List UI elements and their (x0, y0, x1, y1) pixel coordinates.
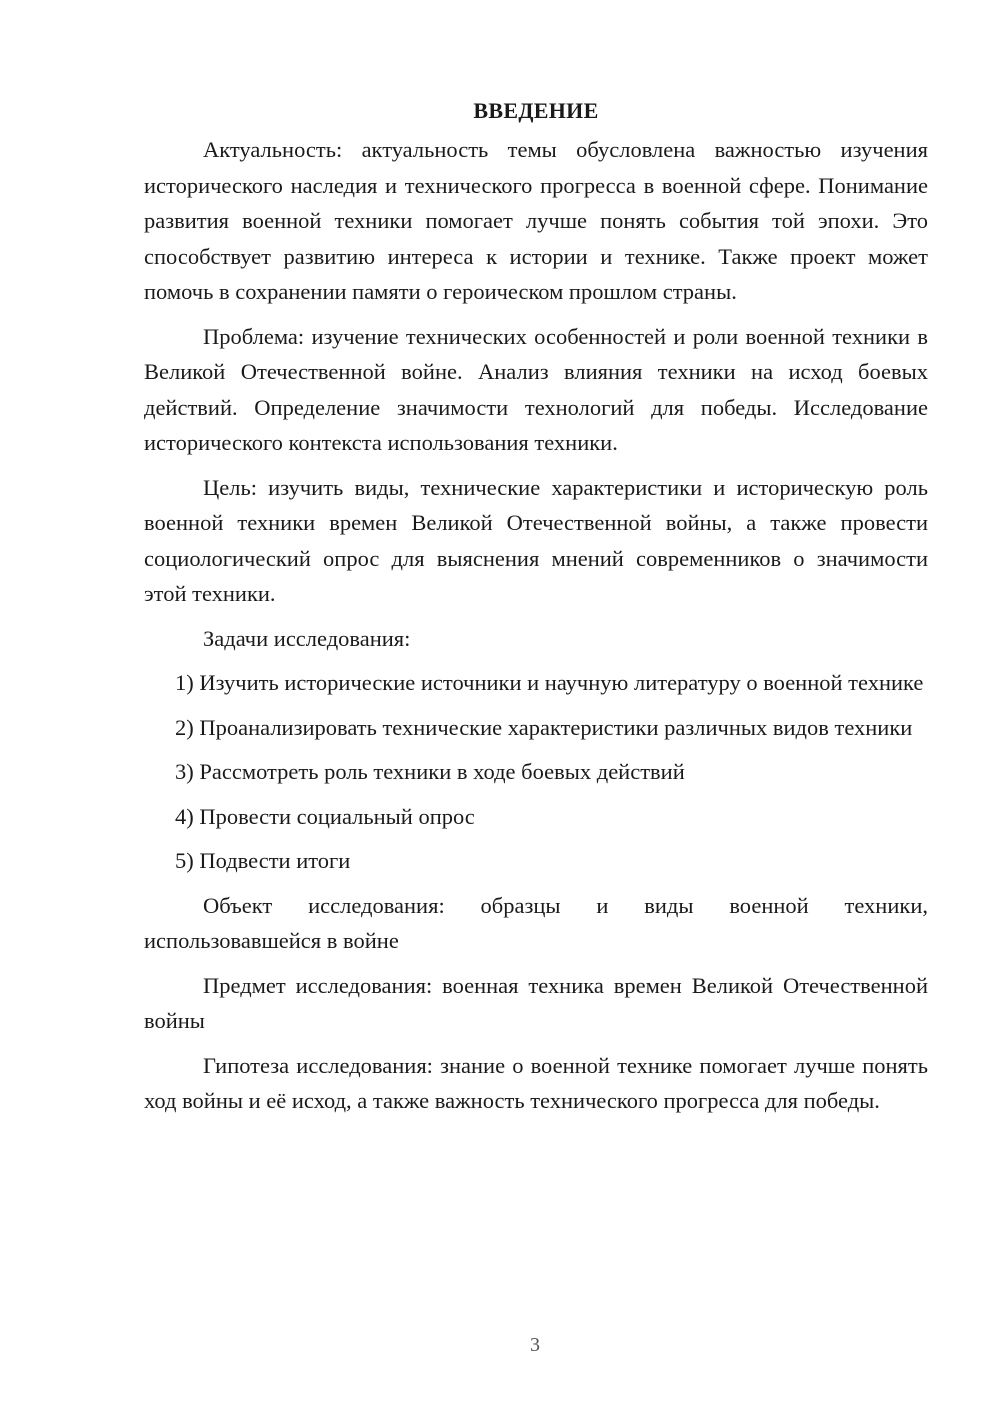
document-page (144, 96, 928, 1128)
section-title: ВВЕДЕНИЕ (473, 98, 599, 123)
tasks-heading: Задачи исследования: (203, 625, 411, 651)
paragraph-hypothesis: Гипотеза исследования: знание о военной технике помогает лучше понять ход войны и её исход, а также важность технического прогресса для победы. (144, 1052, 928, 1113)
task-item-4: 4) Провести социальный опрос (175, 803, 475, 829)
task-item-3: 3) Рассмотреть роль техники в ходе боевых действий (175, 759, 685, 784)
paragraph-object: Объект исследования: образцы и виды военной техники, использовавшейся в войне (144, 892, 928, 953)
page-number: 3 (530, 1334, 540, 1356)
task-item-2: 2) Проанализировать технические характеристики различных видов техники (175, 714, 913, 740)
paragraph-relevance: Актуальность: актуальность темы обусловлена важностью изучения исторического наследия и технического прогресса в военной сфере. Понимание развития военной техники помогает лучше понять события той эпохи. Это способствует развитию интереса к истории и технике. Также проект может помочь в сохранении памяти о героическом прошлом страны. (144, 137, 928, 304)
paragraph-subject: Предмет исследования: военная техника времен Великой Отечественной войны (144, 972, 928, 1033)
paragraph-problem: Проблема: изучение технических особенностей и роли военной техники в Великой Отечественной войне. Анализ влияния техники на исход боевых действий. Определение значимости технологий для победы. Исследование исторического контекста использования техники. (144, 323, 928, 455)
task-item-5: 5) Подвести итоги (175, 848, 351, 873)
paragraph-goal: Цель: изучить виды, технические характеристики и историческую роль военной техники времен Великой Отечественной войны, а также провести социологический опрос для выяснения мнений современников о значимости этой техники. (144, 474, 928, 606)
task-item-1: 1) Изучить исторические источники и научную литературу о военной технике (175, 670, 924, 695)
